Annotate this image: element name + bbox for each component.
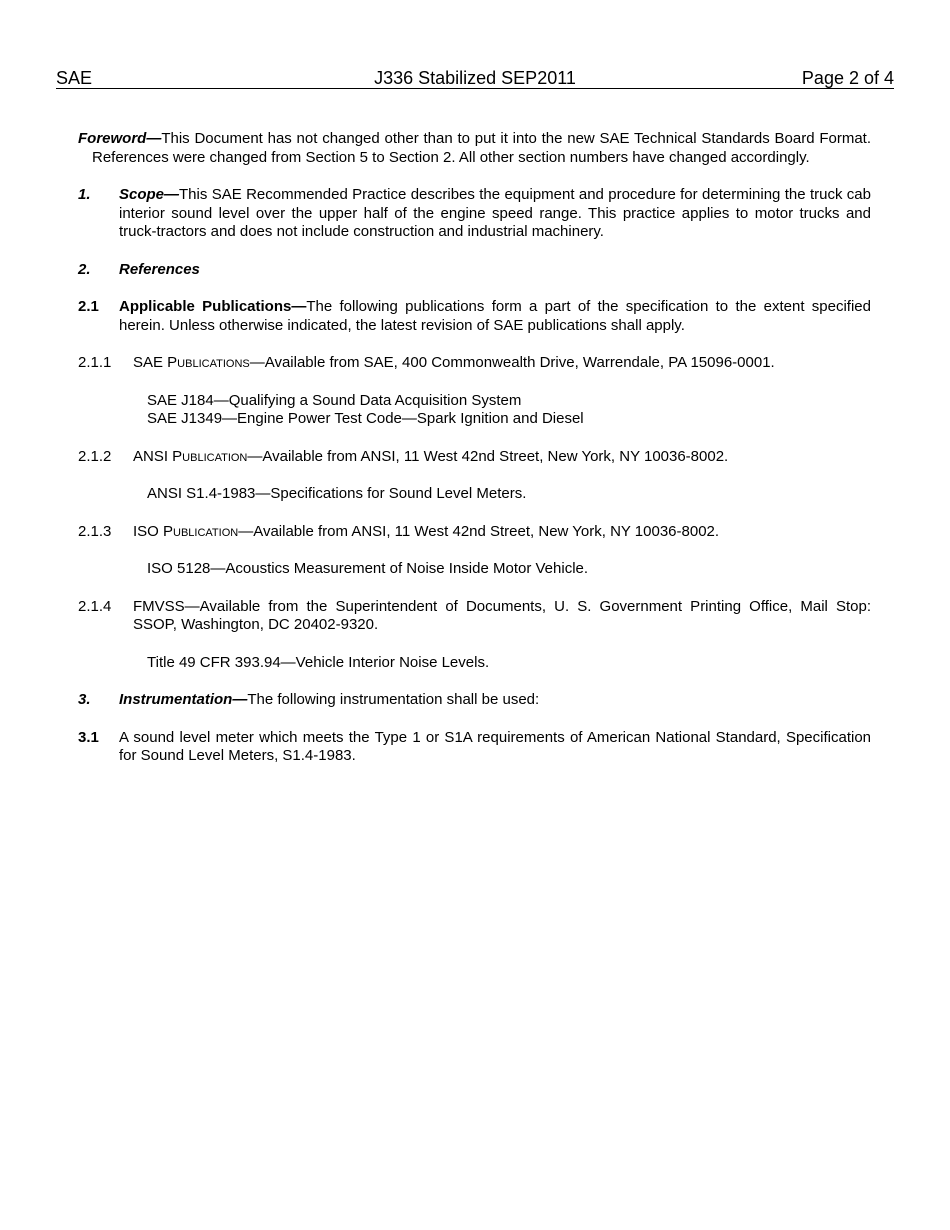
section-number: 2.1.2 — [78, 447, 112, 465]
header-org: SAE — [56, 68, 93, 88]
section-2 — [78, 261, 871, 280]
section-number: 2.1 — [78, 298, 99, 315]
section-number: 3. — [78, 691, 91, 708]
foreword-paragraph — [78, 130, 871, 167]
section-2-1-1 — [78, 354, 871, 373]
section-text: The following instrumentation shall be used: — [247, 691, 540, 708]
section-number: 2.1.3 — [78, 522, 112, 540]
page-number: Page 2 of 4 — [801, 68, 894, 88]
section-title: Scope— — [119, 186, 180, 203]
document-body — [78, 130, 871, 785]
section-title: SAE Publications — [133, 354, 250, 371]
foreword-title: Foreword— — [78, 130, 162, 147]
section-3 — [78, 691, 871, 710]
page-header — [56, 68, 894, 89]
section-title: ISO Publication — [133, 522, 239, 540]
section-1 — [78, 186, 871, 242]
reference-list — [78, 560, 871, 579]
section-number: 1. — [78, 186, 91, 203]
section-text: FMVSS—Available from the Superintendent of Documents, U. S. Government Printing Office, Mail Stop: SSOP, Washington, DC 20402-9320. — [133, 597, 871, 633]
section-2-1 — [78, 298, 871, 335]
section-number: 2.1.1 — [78, 354, 112, 371]
section-text: —Available from ANSI, 11 West 42nd Street, New York, NY 10036-8002. — [238, 522, 720, 540]
section-text: The following publications form a part of the specification to the extent specified herein. Unless otherwise indicated, the latest revision of SAE publications shall apply. — [119, 298, 871, 334]
reference-item: SAE J184—Qualifying a Sound Data Acquisition System — [147, 391, 522, 409]
section-title: ANSI Publication — [133, 447, 248, 465]
section-number: 2. — [78, 260, 91, 278]
section-title: Applicable Publications— — [119, 298, 307, 315]
section-2-1-4 — [78, 598, 871, 635]
reference-item: SAE J1349—Engine Power Test Code—Spark Ignition and Diesel — [147, 410, 584, 427]
reference-list — [78, 485, 871, 504]
document-id: J336 Stabilized SEP2011 — [374, 68, 576, 88]
section-2-1-2 — [78, 448, 871, 467]
section-text: —Available from ANSI, 11 West 42nd Street, New York, NY 10036-8002. — [247, 447, 729, 465]
section-text: A sound level meter which meets the Type 1 or S1A requirements of American National Standard, Specification for Sound Level Meters, S1.4-1983. — [119, 728, 871, 764]
reference-list — [78, 392, 871, 429]
section-number: 2.1.4 — [78, 597, 112, 615]
section-title: References — [119, 260, 200, 278]
reference-item: ISO 5128—Acoustics Measurement of Noise Inside Motor Vehicle. — [147, 560, 589, 577]
section-text: —Available from SAE, 400 Commonwealth Drive, Warrendale, PA 15096-0001. — [249, 354, 775, 371]
reference-item: Title 49 CFR 393.94—Vehicle Interior Noise Levels. — [147, 653, 490, 671]
section-2-1-3 — [78, 523, 871, 542]
section-3-1 — [78, 729, 871, 766]
reference-list — [78, 654, 871, 673]
section-title: Instrumentation— — [119, 691, 248, 708]
foreword-text: This Document has not changed other than to put it into the new SAE Technical Standards Board Format. References were changed from Section 5 to Section 2. All other section numbers have changed accordingly. — [92, 130, 871, 166]
section-text: This SAE Recommended Practice describes the equipment and procedure for determining the truck cab interior sound level over the upper half of the engine speed range. This practice applies to motor trucks and truck-tractors and does not include construction and industrial machinery. — [119, 186, 871, 240]
section-number: 3.1 — [78, 728, 99, 746]
reference-item: ANSI S1.4-1983—Specifications for Sound Level Meters. — [147, 485, 527, 502]
